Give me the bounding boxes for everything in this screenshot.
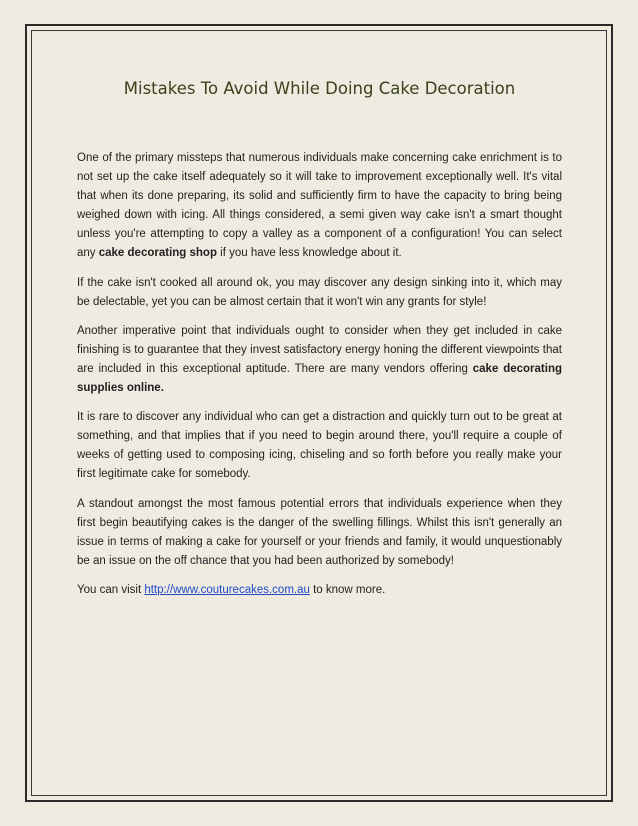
document-body <box>77 149 562 610</box>
paragraph-1-text: One of the primary missteps that numerous individuals make concerning cake enrichment is to not set up the cake itself adequately so it will take to improvement exceptionally well. It's vital that when its done preparing, its solid and sufficiently firm to have the capacity to bring being weighed down with icing. All things considered, a semi given way cake isn't a smart thought unless you're attempting to copy a valley as a component of a configuration! You can select any <box>77 152 562 260</box>
document-title: Mistakes To Avoid While Doing Cake Decoration <box>123 79 516 98</box>
couturecakes-link[interactable]: http://www.couturecakes.com.au <box>144 583 310 596</box>
paragraph-3 <box>77 322 562 398</box>
paragraph-6-intro: You can visit <box>77 583 145 596</box>
cake-decorating-shop-keyword: cake decorating shop <box>98 247 217 260</box>
paragraph-5: A standout amongst the most famous potential errors that individuals experience when they first begin beautifying cakes is the danger of the swelling fillings. Whilst this isn't generally an issue in terms of making a cake for yourself or your friends and family, it would unquestionably be an issue on the off chance that you had been authorized by somebody! <box>77 497 562 567</box>
paragraph-6-ending: to know more. <box>309 583 386 596</box>
paragraph-3-text: Another imperative point that individuals ought to consider when they get included in cake finishing is to guarantee that they invest satisfactory energy honing the different viewpoints that are included in this exceptional aptitude. There are many vendors offering <box>77 324 562 375</box>
paragraph-1-ending: if you have less knowledge about it. <box>216 247 402 260</box>
paragraph-6 <box>77 581 562 600</box>
cake-decorating-supplies-keyword: cake decorating supplies online. <box>77 362 562 395</box>
paragraph-1 <box>77 149 562 264</box>
paragraph-4: It is rare to discover any individual who can get a distraction and quickly turn out to be great at something, and that implies that if you need to begin around there, you'll require a couple of weeks of getting used to composing icing, chiseling and so forth before you really make your first legitimate cake for somebody. <box>77 411 562 481</box>
paragraph-2: If the cake isn't cooked all around ok, you may discover any design sinking into it, which may be delectable, yet you can be almost certain that it won't win any grants for style! <box>77 276 562 308</box>
